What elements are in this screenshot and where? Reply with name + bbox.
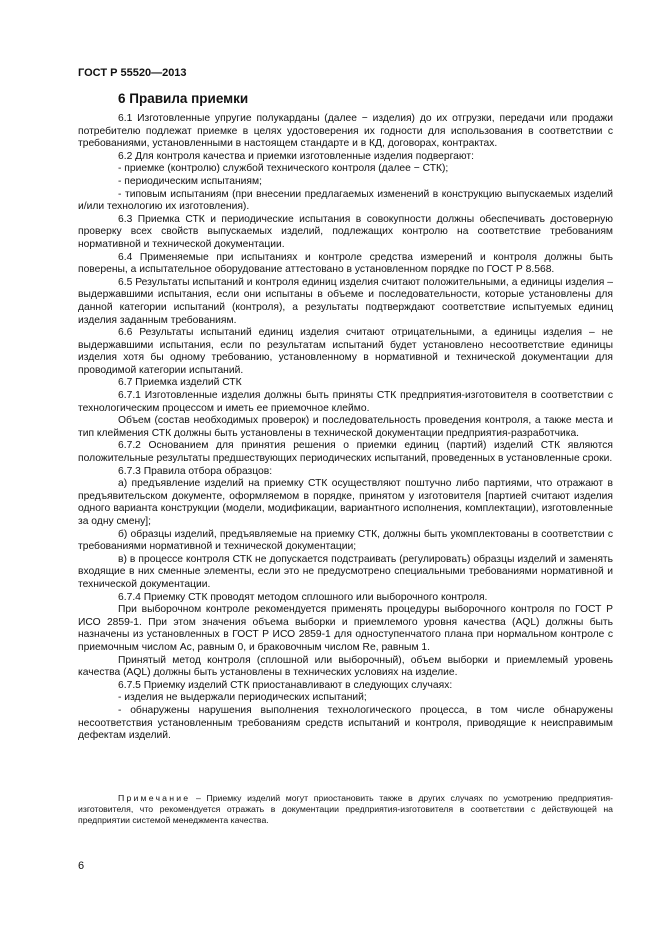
list-item: - периодическим испытаниям; xyxy=(118,175,262,187)
list-item: - обнаружены нарушения выполнения технологического процесса, в том числе обнаружены несоответствия установленным требованиям средств испытаний и контроля, приводящие к неисправимым дефектам изделий. xyxy=(78,704,613,742)
note xyxy=(78,793,613,826)
paragraph-6-7-4: 6.7.4 Приемку СТК проводят методом сплошного или выборочного контроля. xyxy=(118,591,488,603)
paragraph-6-5: 6.5 Результаты испытаний и контроля единиц изделия считают положительными, а единицы изделия – выдержавшими испытания, если они испытаны в объеме и последовательности, которые установлены для данной категории испытаний (контроля), а результаты подтверждают соответствие испытуемых единиц изделия заданным требованиям. xyxy=(78,276,613,326)
paragraph-6-7: 6.7 Приемка изделий СТК xyxy=(118,377,242,389)
page-number: 6 xyxy=(78,860,85,872)
paragraph: При выборочном контроле рекомендуется применять процедуры выборочного контроля по ГОСТ Р ИСО 2859-1. При этом значения объема выборки и приемлемого уровня качества (AQL) должны быть назначены из установленных в ГОСТ Р ИСО 2859-1 для одноступенчатого плана при нормальном контроле с приемочным числом Ac, равным 0, и браковочным числом Re, равным 1. xyxy=(78,604,613,653)
document-header: ГОСТ Р 55520—2013 xyxy=(78,67,187,79)
list-item: а) предъявление изделий на приемку СТК осуществляют поштучно либо партиями, что отражают в предъявительском документе, оформляемом в порядке, принятом у изготовителя [партией считают изделия одного варианта конструкции (модели, модификации, вариантного исполнения, комплектации), изготовленные за одну смену]; xyxy=(78,478,613,527)
paragraph-6-1: 6.1 Изготовленные упругие полукарданы (далее − изделия) до их отгрузки, передачи или продажи потребителю подлежат приемке в целях удостоверения их годности для использования в соответствии с требованиями, установленными в настоящем стандарте и в КД, договорах, контрактах. xyxy=(78,113,613,150)
paragraph-6-7-5: 6.7.5 Приемку изделий СТК приостанавливают в следующих случаях: xyxy=(118,679,453,691)
list-item: б) образцы изделий, предъявляемые на приемку СТК, должны быть укомплектованы в соответствии с требованиями нормативной и технической документации; xyxy=(78,528,613,553)
note-text: – Приемку изделий могут приостановить также в других случаях по усмотрению предприятия-изготовителя, что рекомендуется отражать в документации предприятия-изготовителя в соответствии с действующей на предприятии системой менеджмента качества. xyxy=(78,793,613,825)
paragraph-6-7-1: 6.7.1 Изготовленные изделия должны быть приняты СТК предприятия-изготовителя в соответствии с технологическим процессом и иметь ее приемочное клеймо. xyxy=(78,390,613,414)
list-item: - изделия не выдержали периодических испытаний; xyxy=(118,692,367,704)
paragraph-6-4: 6.4 Применяемые при испытаниях и контроле средства измерений и контроля должны быть поверены, а испытательное оборудование аттестовано в установленном порядке по ГОСТ Р 8.568. xyxy=(78,251,613,276)
list-item: - типовым испытаниям (при внесении предлагаемых изменений в конструкцию выпускаемых изделий и/или технологию их изготовления). xyxy=(78,188,613,213)
paragraph-6-2: 6.2 Для контроля качества и приемки изготовленные изделия подвергают: xyxy=(118,150,474,162)
paragraph-6-7-2: 6.7.2 Основанием для принятия решения о приемки единиц (партий) изделий СТК являются положительные результаты предшествующих периодических испытаний, проведенных в установленные сроки. xyxy=(78,440,613,465)
note-label: Примечание xyxy=(118,793,191,803)
paragraph-6-6: 6.6 Результаты испытаний единиц изделия считают отрицательными, а единицы изделия – не выдержавшими испытания, если по результатам испытаний будет установлено несоответствие единицы изделия хотя бы одному требованию, установленному в нормативной и технической документации для проводимой категории испытаний. xyxy=(78,327,613,376)
list-item: в) в процессе контроля СТК не допускается подстраивать (регулировать) образцы изделий и заменять входящие в них сменные элементы, если это не предусмотрено специальными требованиями нормативной и технической документации. xyxy=(78,553,613,590)
section-body xyxy=(78,113,613,743)
section-title: 6 Правила приемки xyxy=(118,91,249,106)
paragraph-6-7-3: 6.7.3 Правила отбора образцов: xyxy=(118,465,273,477)
paragraph-6-3: 6.3 Приемка СТК и периодические испытания в совокупности должны обеспечивать достоверную проверку всех свойств выпускаемых изделий, подлежащих контролю на соответствие требованиям нормативной и технической документации. xyxy=(78,213,613,250)
paragraph: Принятый метод контроля (сплошной или выборочный), объем выборки и приемлемый уровень качества (AQL) должны быть установлены в технических условиях на изделие. xyxy=(78,654,613,679)
list-item: - приемке (контролю) службой технического контроля (далее − СТК); xyxy=(118,163,449,175)
paragraph: Объем (состав необходимых проверок) и последовательность проведения контроля, а также места и тип клеймения СТК должны быть установлены в технической документации предприятия-разработчика. xyxy=(78,415,613,439)
